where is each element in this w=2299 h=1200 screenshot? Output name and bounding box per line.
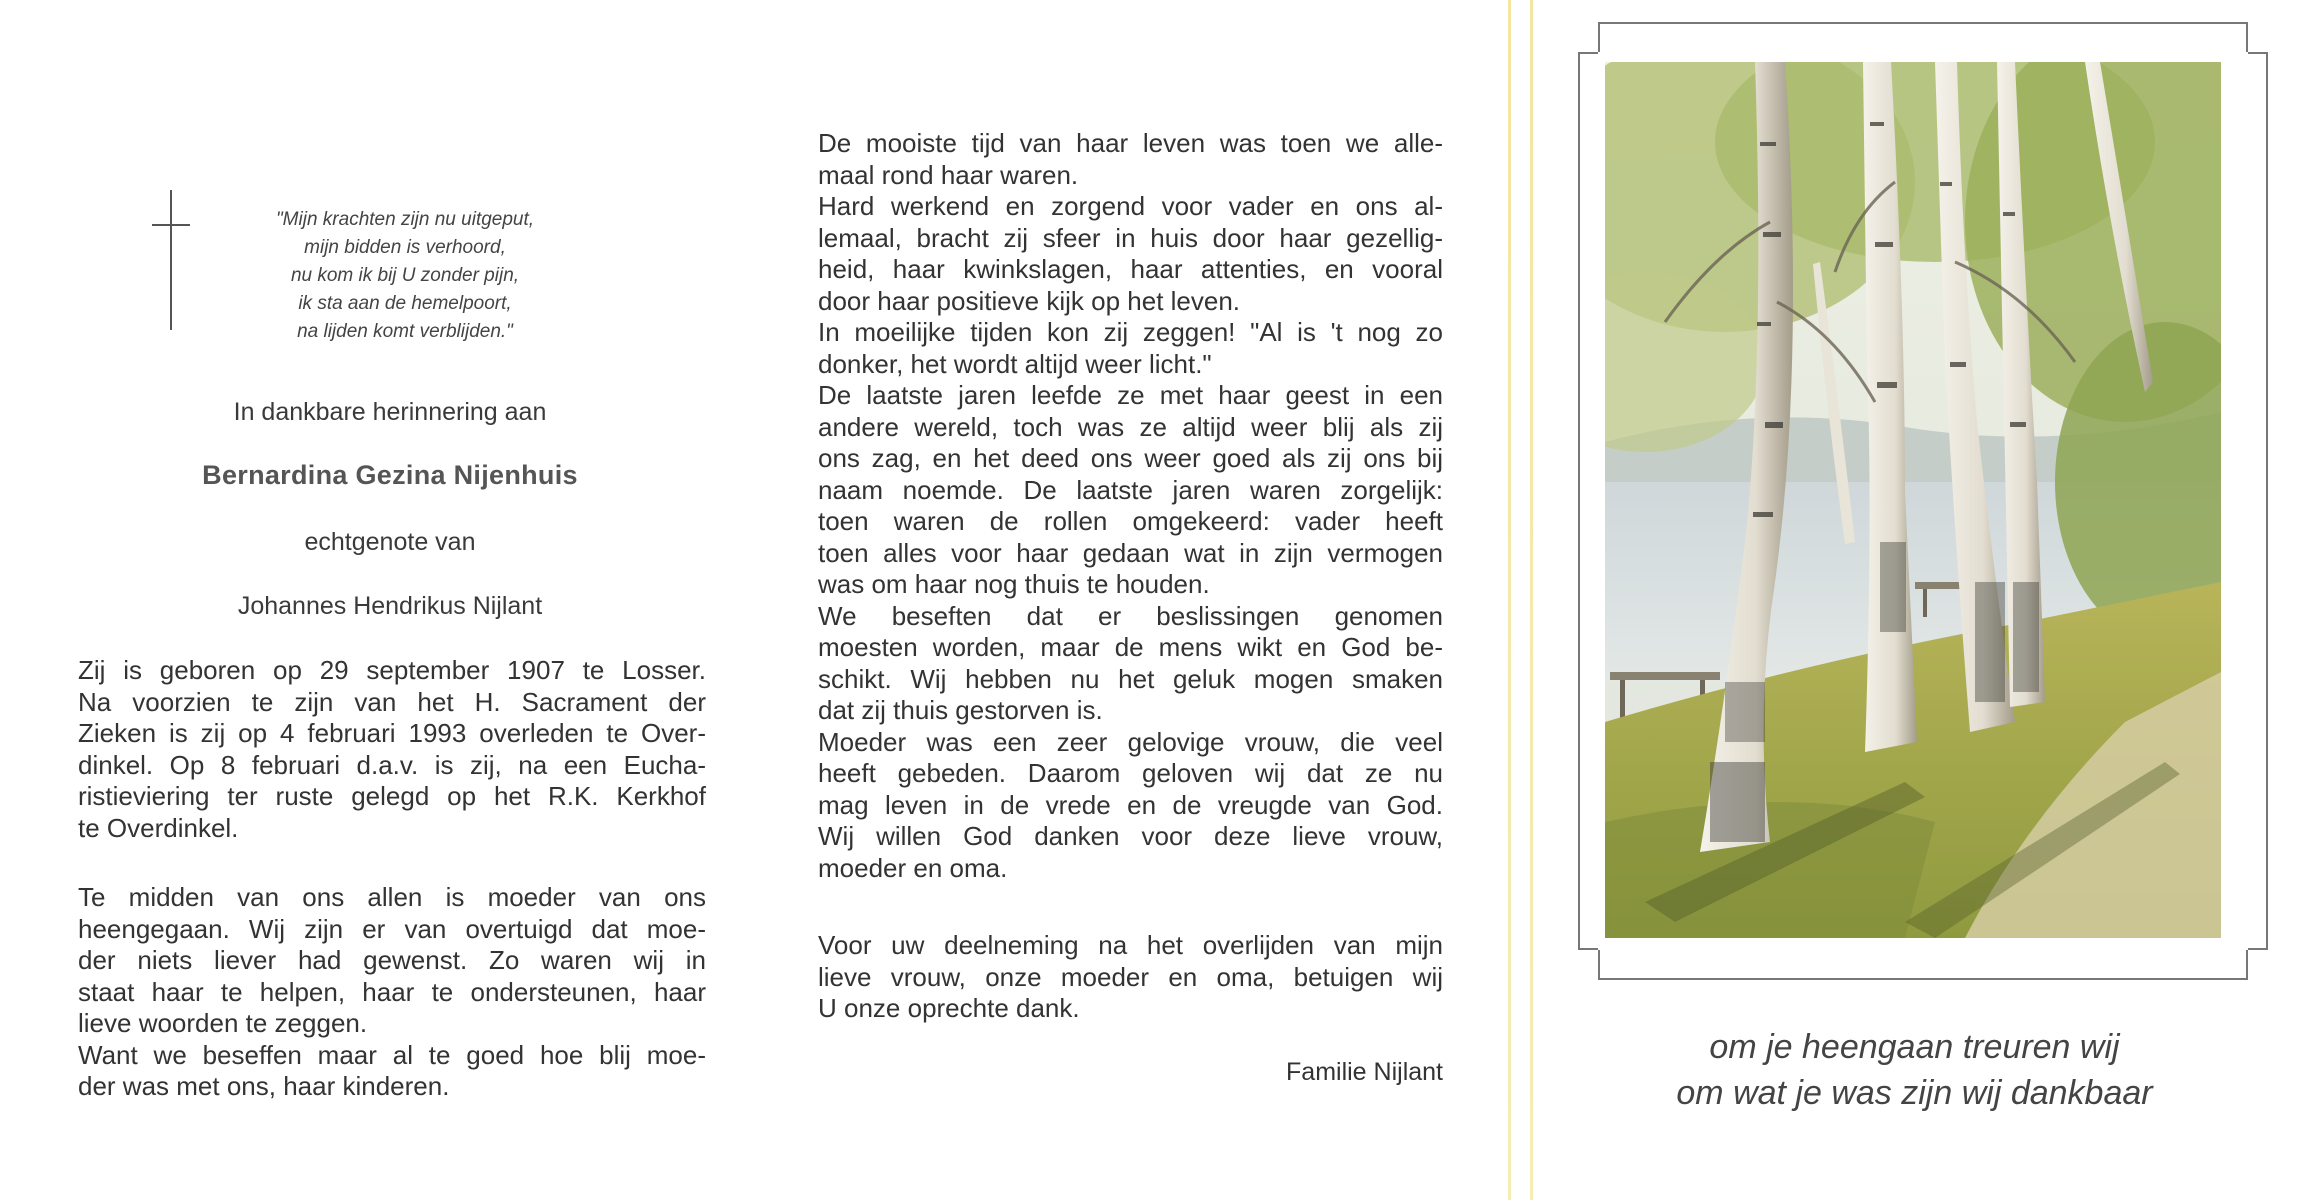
text-line: donker, het wordt altijd weer licht." bbox=[818, 348, 1212, 379]
text-line: De laatste jaren leefde ze met haar geest in een bbox=[818, 380, 1443, 410]
text-line: Wij willen God danken voor deze lieve vrouw, bbox=[818, 821, 1443, 851]
text-line: Want we beseffen maar al te goed hoe blij moe- bbox=[78, 1039, 706, 1070]
poem-line: "Mijn krachten zijn nu uitgeput, bbox=[275, 209, 535, 230]
text-line: toen alles voor haar gedaan wat in zijn vermogen bbox=[818, 537, 1443, 568]
text-line: staat haar te helpen, haar te ondersteunen, haar bbox=[78, 976, 706, 1007]
text-line: moesten worden, maar de mens wikt en God be- bbox=[818, 632, 1443, 662]
text-line: door haar positieve kijk op het leven. bbox=[818, 285, 1241, 316]
text-line: dat zij thuis gestorven is. bbox=[818, 695, 1103, 725]
text-line: Zij is geboren op 29 september 1907 te Losser. bbox=[78, 655, 706, 685]
text-line: lieve woorden te zeggen. bbox=[78, 1008, 368, 1038]
text-line: mag leven in de vrede en de vreugde van God. bbox=[818, 789, 1443, 820]
text-line: lemaal, bracht zij sfeer in huis door haar gezellig- bbox=[818, 222, 1443, 253]
poem-line: mijn bidden is verhoord, bbox=[304, 237, 506, 258]
cross-icon bbox=[152, 190, 192, 330]
text-line: U onze oprechte dank. bbox=[818, 993, 1080, 1023]
text-line: heid, haar kwinkslagen, haar attenties, en vooral bbox=[818, 254, 1443, 284]
text-line: lieve vrouw, onze moeder en oma, betuigen wij bbox=[818, 961, 1443, 992]
text-line: We beseften dat er beslissingen genomen bbox=[818, 600, 1443, 631]
text-line: te Overdinkel. bbox=[78, 812, 239, 843]
dedication-text: In dankbare herinnering aan bbox=[233, 398, 547, 426]
life-story-paragraph bbox=[818, 128, 1443, 884]
text-line: ons zag, en het deed ons weer goed als zij ons bij bbox=[818, 443, 1443, 473]
poem-line: ik sta aan de hemelpoort, bbox=[298, 293, 512, 314]
text-line: was om haar nog thuis te houden. bbox=[818, 569, 1210, 599]
text-line: Voor uw deelneming na het overlijden van mijn bbox=[818, 930, 1443, 960]
caption-line: om je heengaan treuren wij bbox=[1709, 1028, 2120, 1066]
text-line: Te midden van ons allen is moeder van ons bbox=[78, 882, 706, 912]
spouse-name: Johannes Hendrikus Nijlant bbox=[237, 592, 543, 620]
text-line: andere wereld, toch was ze altijd weer blij als zij bbox=[818, 411, 1443, 442]
text-line: moeder en oma. bbox=[818, 852, 1008, 883]
caption-line: om wat je was zijn wij dankbaar bbox=[1676, 1074, 2153, 1112]
text-line: heengegaan. Wij zijn er van overtuigd dat moe- bbox=[78, 913, 706, 944]
text-line: schikt. Wij hebben nu het geluk mogen smaken bbox=[818, 663, 1443, 694]
deceased-name: Bernardina Gezina Nijenhuis bbox=[202, 460, 578, 490]
text-line: maal rond haar waren. bbox=[818, 159, 1079, 190]
fold-line bbox=[1508, 0, 1511, 1200]
text-line: naam noemde. De laatste jaren waren zorgelijk: bbox=[818, 474, 1443, 505]
thanks-paragraph bbox=[818, 930, 1443, 1025]
text-line: der was met ons, haar kinderen. bbox=[78, 1071, 450, 1101]
text-line: ristieviering ter ruste gelegd op het R.K. Kerkhof bbox=[78, 781, 706, 811]
family-signature: Familie Nijlant bbox=[1286, 1058, 1443, 1086]
text-line: De mooiste tijd van haar leven was toen we alle- bbox=[818, 128, 1443, 158]
birch-trees-photo bbox=[1605, 62, 2221, 938]
spouse-of-label: echtgenote van bbox=[304, 528, 476, 556]
poem-line: na lijden komt verblijden." bbox=[297, 321, 513, 342]
text-line: Na voorzien te zijn van het H. Sacrament der bbox=[78, 686, 706, 717]
text-line: dinkel. Op 8 februari d.a.v. is zij, na een Eucha- bbox=[78, 749, 706, 780]
text-line: Moeder was een zeer gelovige vrouw, die veel bbox=[818, 726, 1443, 757]
text-line: In moeilijke tijden kon zij zeggen! "Al is 't nog zo bbox=[818, 317, 1443, 347]
text-line: Zieken is zij op 4 februari 1993 overleden te Over- bbox=[78, 718, 706, 748]
poem bbox=[225, 206, 585, 346]
remembrance-paragraph bbox=[78, 882, 706, 1103]
text-line: heeft gebeden. Daarom geloven wij dat ze nu bbox=[818, 758, 1443, 788]
text-line: der niets liever had gewenst. Zo waren wij in bbox=[78, 945, 706, 975]
poem-line: nu kom ik bij U zonder pijn, bbox=[290, 265, 520, 286]
text-line: Hard werkend en zorgend voor vader en ons al- bbox=[818, 191, 1443, 221]
biography-paragraph bbox=[78, 655, 706, 844]
text-line: toen waren de rollen omgekeerd: vader heeft bbox=[818, 506, 1443, 536]
